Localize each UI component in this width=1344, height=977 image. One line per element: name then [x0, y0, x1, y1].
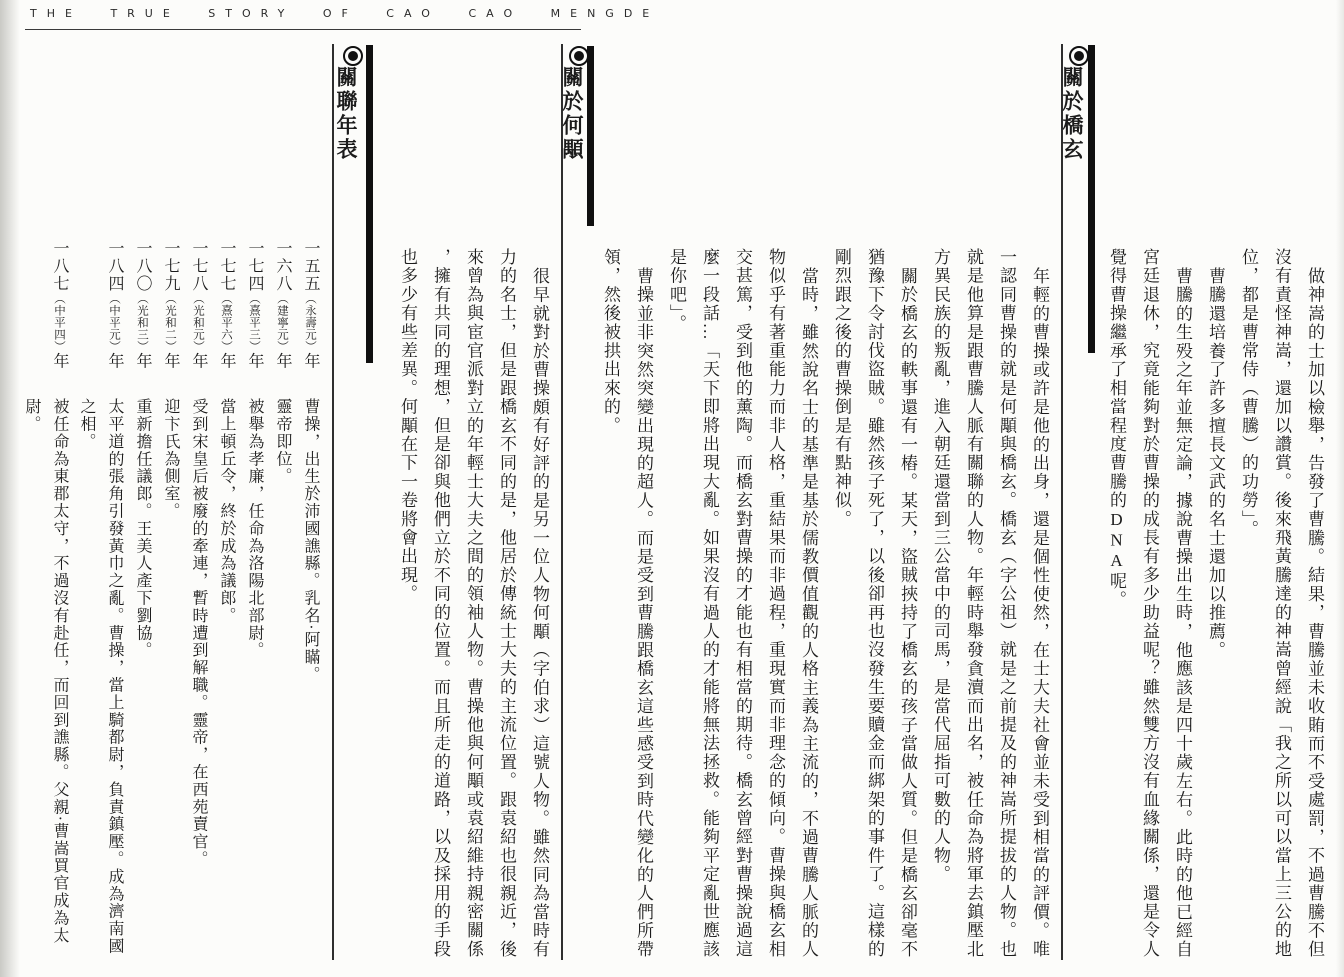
previous-section-text	[1100, 248, 1331, 960]
latin-run: DNA	[1107, 509, 1126, 572]
text-column: 宮廷退休，究竟能夠對於曹操的成長有多少助益呢？雖然雙方沒有血緣關係，還是令人	[1140, 248, 1159, 959]
chronology-entry	[184, 240, 212, 956]
text-column: 做神嵩的士加以檢舉，告發了曹騰。結果，曹騰並未收賄而不受處罰，不過曹騰不但	[1305, 267, 1324, 959]
text-column: 很早就對於曹操頗有好評的是另一位人物何顒（字伯求）這號人物。雖然同為當時有	[530, 267, 549, 959]
text-column: 曹操並非突然突變出現的超人。而是受到曹騰跟橋玄這些感受到時代變化的人們所帶	[634, 267, 653, 959]
chronology-description: 重新擔任議郎。王美人產下劉協。	[134, 398, 151, 659]
chronology-entry	[100, 240, 128, 956]
chronology-entry	[296, 240, 324, 956]
text-column: 方異民族的叛亂，進入朝廷還當到三公當中的司馬，是當代屈指可數的人物。	[931, 248, 950, 884]
text-column: 剛烈跟之後的曹操倒是有點神似。	[832, 248, 851, 529]
chronology-entry	[45, 240, 73, 956]
header-underline	[25, 29, 581, 30]
chronology-year: 一八四（中平元）年	[106, 240, 123, 370]
text-column: 也多少有些差異。何顒在下一卷將會出現。	[398, 248, 417, 604]
text-column: 覺得曹操繼承了相當程度曹騰的DNA呢。	[1107, 248, 1126, 610]
chronology-description: 被舉為孝廉，任命為洛陽北部尉。	[246, 398, 263, 659]
chronology-description: 曹操，出生於沛國譙縣。乳名·阿瞞。	[302, 398, 319, 684]
section-divider-line	[1061, 44, 1063, 960]
text-column: 物似乎有著重能力而非人格，重結果而非過程，重現實而非理念的傾向。曹操與橋玄相	[766, 248, 785, 959]
chronology-year: 一六八（建寧元）年	[274, 240, 291, 370]
chronology-year: 一七八（光和元）年	[190, 240, 207, 370]
text-column: 當時，雖然說名士的基準是基於儒教價值觀的人格主義為主流的，不過曹騰人脈的人	[799, 267, 818, 959]
section-header-chronology	[333, 46, 363, 162]
chronology-entry	[156, 240, 184, 956]
chronology-year: 一七九（光和二）年	[162, 240, 179, 370]
chronology-year: 一五五（永壽元）年	[302, 240, 319, 370]
chronology-description: 靈帝即位。	[274, 398, 291, 485]
bullseye-icon	[343, 46, 363, 66]
chronology-entry	[240, 240, 268, 956]
text-column: ，擁有共同的理想，但是卻與他們立於不同的位置。而且所走的道路，以及採用的手段	[431, 248, 450, 959]
section-divider-line	[561, 44, 563, 960]
chronology-description-continued: 之相。	[78, 398, 95, 451]
section-divider-line	[332, 44, 334, 960]
section-title: 關於橋玄	[1060, 66, 1084, 162]
text-column: 來曾為與宦官派對立的年輕士大夫之間的領袖人物。曹操他與何顒或袁紹維持親密關係	[464, 248, 483, 959]
text-column: 沒有責怪神嵩，還加以讚賞。後來飛黃騰達的神嵩曾經說「我之所以可以當上三公的地	[1272, 248, 1291, 959]
bullseye-icon	[569, 46, 589, 66]
text-column: 麼一段話…「天下即將出現大亂。如果沒有過人的才能將無法拯救。能夠平定亂世應該	[700, 248, 719, 959]
chronology-description: 受到宋皇后被廢的牽連，暫時遭到解職。靈帝，在西苑賣官。	[190, 398, 207, 868]
chronology-description: 被任命為東郡太守，不過沒有赴任，而回到譙縣。父親·曹嵩買官成為太	[51, 398, 68, 945]
text-column: 猶豫下令討伐盜賊。雖然孩子死了，以後卻再也沒發生要贖金而綁架的事件了。這樣的	[865, 248, 884, 959]
section-title: 關聯年表	[334, 66, 358, 162]
text-column: 是你吧」。	[667, 248, 686, 333]
text-column: 曹騰的生殁之年並無定論，據說曹操出生時，他應該是四十歲左右。此時的他已經自	[1173, 267, 1192, 959]
chronology-entry	[212, 240, 240, 956]
section-marker-bar	[366, 45, 373, 363]
bullseye-icon	[1069, 46, 1089, 66]
text-column: 年輕的曹操或許是他的出身，還是個性使然，在士大夫社會並未受到相當的評價。唯	[1030, 267, 1049, 959]
chronology-description: 迎卞氏為側室。	[162, 398, 179, 520]
section-marker-bar	[1088, 45, 1095, 353]
section-header-qiaoxuan	[1059, 46, 1089, 162]
chronology-year: 一八七（中平四）年	[51, 240, 68, 370]
text-column: 交甚篤，受到他的薰陶。而橋玄對曹操的才能也有相當的期待。橋玄曾經對曹操說過這	[733, 248, 752, 959]
book-series-title: THE TRUE STORY OF CAO CAO MENGDE	[30, 7, 660, 20]
chronology-year: 一八〇（光和三）年	[134, 240, 151, 370]
chronology-entry	[268, 240, 296, 956]
section-qiaoxuan-text	[594, 248, 1056, 960]
text-column: 就是他算是跟曹騰人脈有關聯的人物。年輕時舉發貪瀆而出名，被任命為將軍去鎮壓北	[964, 248, 983, 959]
text-column: 領，然後被拱出來的。	[601, 248, 620, 435]
text-column: 力的名士，但是跟橋玄不同的是，他居於傳統士大夫的主流位置。跟袁紹也很親近，後	[497, 248, 516, 959]
chronology-description-continued: 尉。	[23, 398, 40, 433]
section-header-heyong	[559, 46, 589, 162]
section-title: 關於何顒	[560, 66, 584, 162]
text-column: 曹騰還培養了許多擅長文武的名士還加以推薦。	[1206, 267, 1225, 660]
chronology-year: 一七四（熹平三）年	[246, 240, 263, 370]
chronology-entry	[128, 240, 156, 956]
text-column: 關於橋玄的軼事還有一樁。某天，盜賊挾持了橋玄的孩子當做人質。但是橋玄卻毫不	[898, 267, 917, 959]
text-column: 位，都是曹常侍（曹騰）的功勞」。	[1239, 248, 1258, 539]
chronology-table	[18, 240, 324, 956]
chronology-description: 當上頓丘令，終於成為議郎。	[218, 398, 235, 625]
text-column: 一認同曹操的就是何顒與橋玄。橋玄（字公祖）就是之前提及的神嵩所提拔的人物。也	[997, 248, 1016, 959]
section-heyong-text	[391, 248, 556, 960]
chronology-year: 一七七（熹平六）年	[218, 240, 235, 370]
chronology-description: 太平道的張角引發黃巾之亂。曹操，當上騎都尉，負責鎮壓。成為濟南國	[106, 398, 123, 955]
